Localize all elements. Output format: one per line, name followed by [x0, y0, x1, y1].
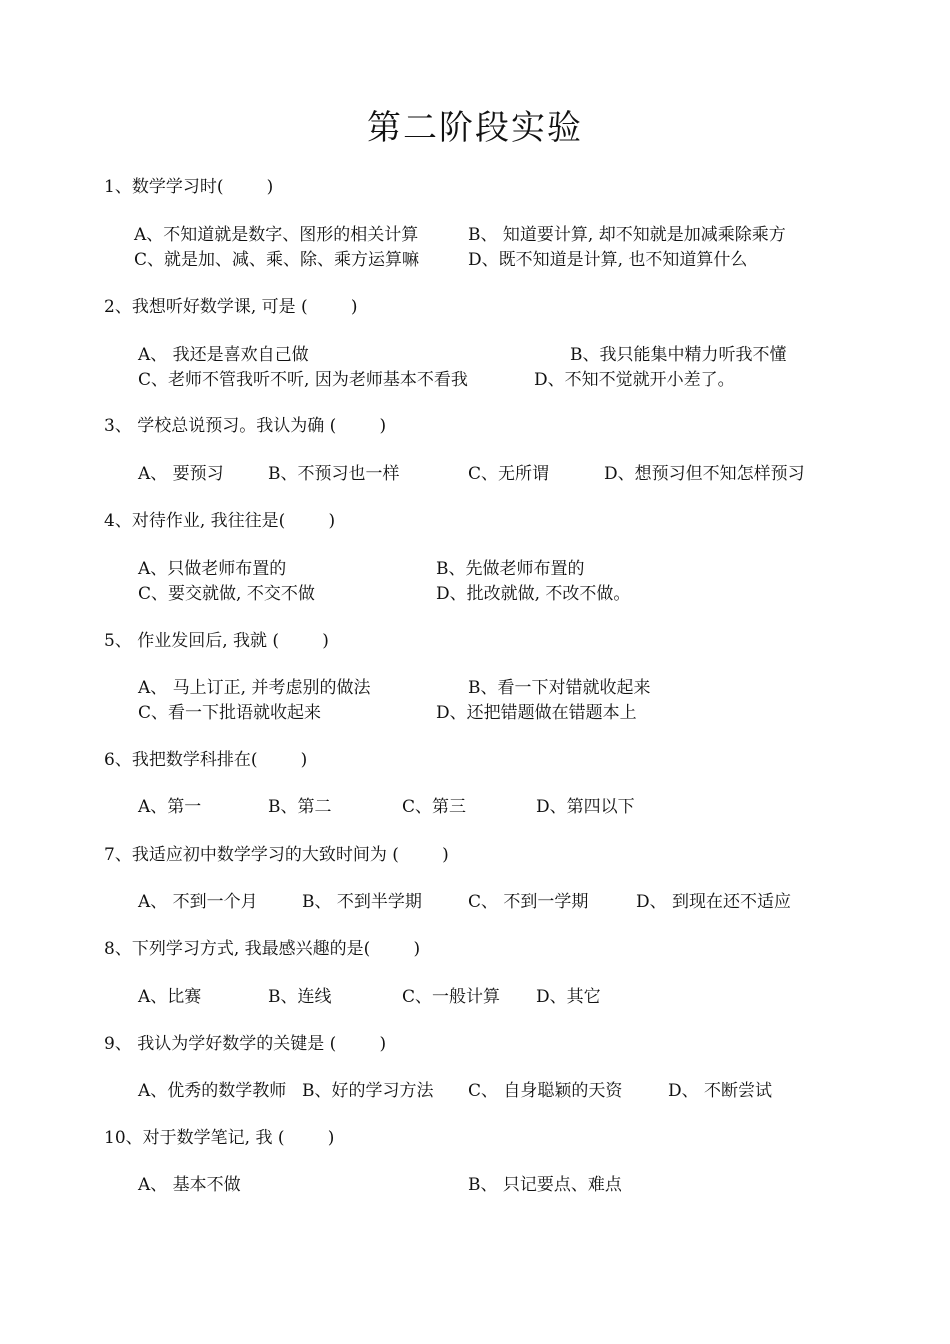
question-10: 10、对于数学笔记, 我 ( ): [104, 1128, 335, 1148]
q8-option-b: B、连线: [268, 987, 332, 1007]
q9-option-a: A、优秀的数学教师: [138, 1081, 287, 1101]
q1-option-a: A、不知道就是数字、图形的相关计算: [134, 225, 419, 245]
q9-option-c: C、 自身聪颖的天资: [468, 1081, 623, 1101]
q1-option-c: C、就是加、减、乘、除、乘方运算嘛: [134, 250, 420, 270]
q4-option-b: B、先做老师布置的: [436, 559, 585, 579]
q6-option-c: C、第三: [402, 797, 467, 817]
q2-option-d: D、不知不觉就开小差了。: [534, 370, 735, 390]
q3-option-b: B、不预习也一样: [268, 464, 400, 484]
q2-option-a: A、 我还是喜欢自己做: [138, 345, 309, 365]
question-2: 2、我想听好数学课, 可是 ( ): [104, 297, 358, 317]
q7-option-b: B、 不到半学期: [302, 892, 422, 912]
question-9: 9、 我认为学好数学的关键是 ( ): [104, 1034, 387, 1054]
question-1: 1、数学学习时( ): [104, 177, 274, 197]
q5-option-c: C、看一下批语就收起来: [138, 703, 322, 723]
q1-option-b: B、 知道要计算, 却不知就是加减乘除乘方: [468, 225, 786, 245]
question-5: 5、 作业发回后, 我就 ( ): [104, 631, 329, 651]
q9-option-d: D、 不断尝试: [668, 1081, 773, 1101]
q6-option-a: A、第一: [138, 797, 202, 817]
q3-option-a: A、 要预习: [138, 464, 224, 484]
q2-option-b: B、我只能集中精力听我不懂: [570, 345, 787, 365]
q8-option-c: C、一般计算: [402, 987, 501, 1007]
q5-option-a: A、 马上订正, 并考虑别的做法: [138, 678, 371, 698]
q7-option-a: A、 不到一个月: [138, 892, 258, 912]
q9-option-b: B、好的学习方法: [302, 1081, 434, 1101]
q4-option-a: A、只做老师布置的: [138, 559, 287, 579]
q7-option-c: C、 不到一学期: [468, 892, 589, 912]
q4-option-d: D、批改就做, 不改不做。: [436, 584, 631, 604]
q2-option-c: C、老师不管我听不听, 因为老师基本不看我: [138, 370, 468, 390]
q4-option-c: C、要交就做, 不交不做: [138, 584, 315, 604]
question-4: 4、对待作业, 我往往是( ): [104, 511, 336, 531]
q3-option-c: C、无所谓: [468, 464, 550, 484]
q7-option-d: D、 到现在还不适应: [636, 892, 792, 912]
q8-option-a: A、比赛: [138, 987, 202, 1007]
question-6: 6、我把数学科排在( ): [104, 750, 308, 770]
q10-option-a: A、 基本不做: [138, 1175, 241, 1195]
q1-option-d: D、既不知道是计算, 也不知道算什么: [468, 250, 748, 270]
q3-option-d: D、想预习但不知怎样预习: [604, 464, 805, 484]
q6-option-d: D、第四以下: [536, 797, 635, 817]
q8-option-d: D、其它: [536, 987, 601, 1007]
question-7: 7、我适应初中数学学习的大致时间为 ( ): [104, 845, 449, 865]
page-title: 第二阶段实验: [367, 108, 583, 148]
q5-option-b: B、看一下对错就收起来: [468, 678, 651, 698]
q5-option-d: D、还把错题做在错题本上: [436, 703, 637, 723]
question-8: 8、下列学习方式, 我最感兴趣的是( ): [104, 939, 421, 959]
q10-option-b: B、 只记要点、难点: [468, 1175, 622, 1195]
q6-option-b: B、第二: [268, 797, 332, 817]
question-3: 3、 学校总说预习。我认为确 ( ): [104, 416, 387, 436]
